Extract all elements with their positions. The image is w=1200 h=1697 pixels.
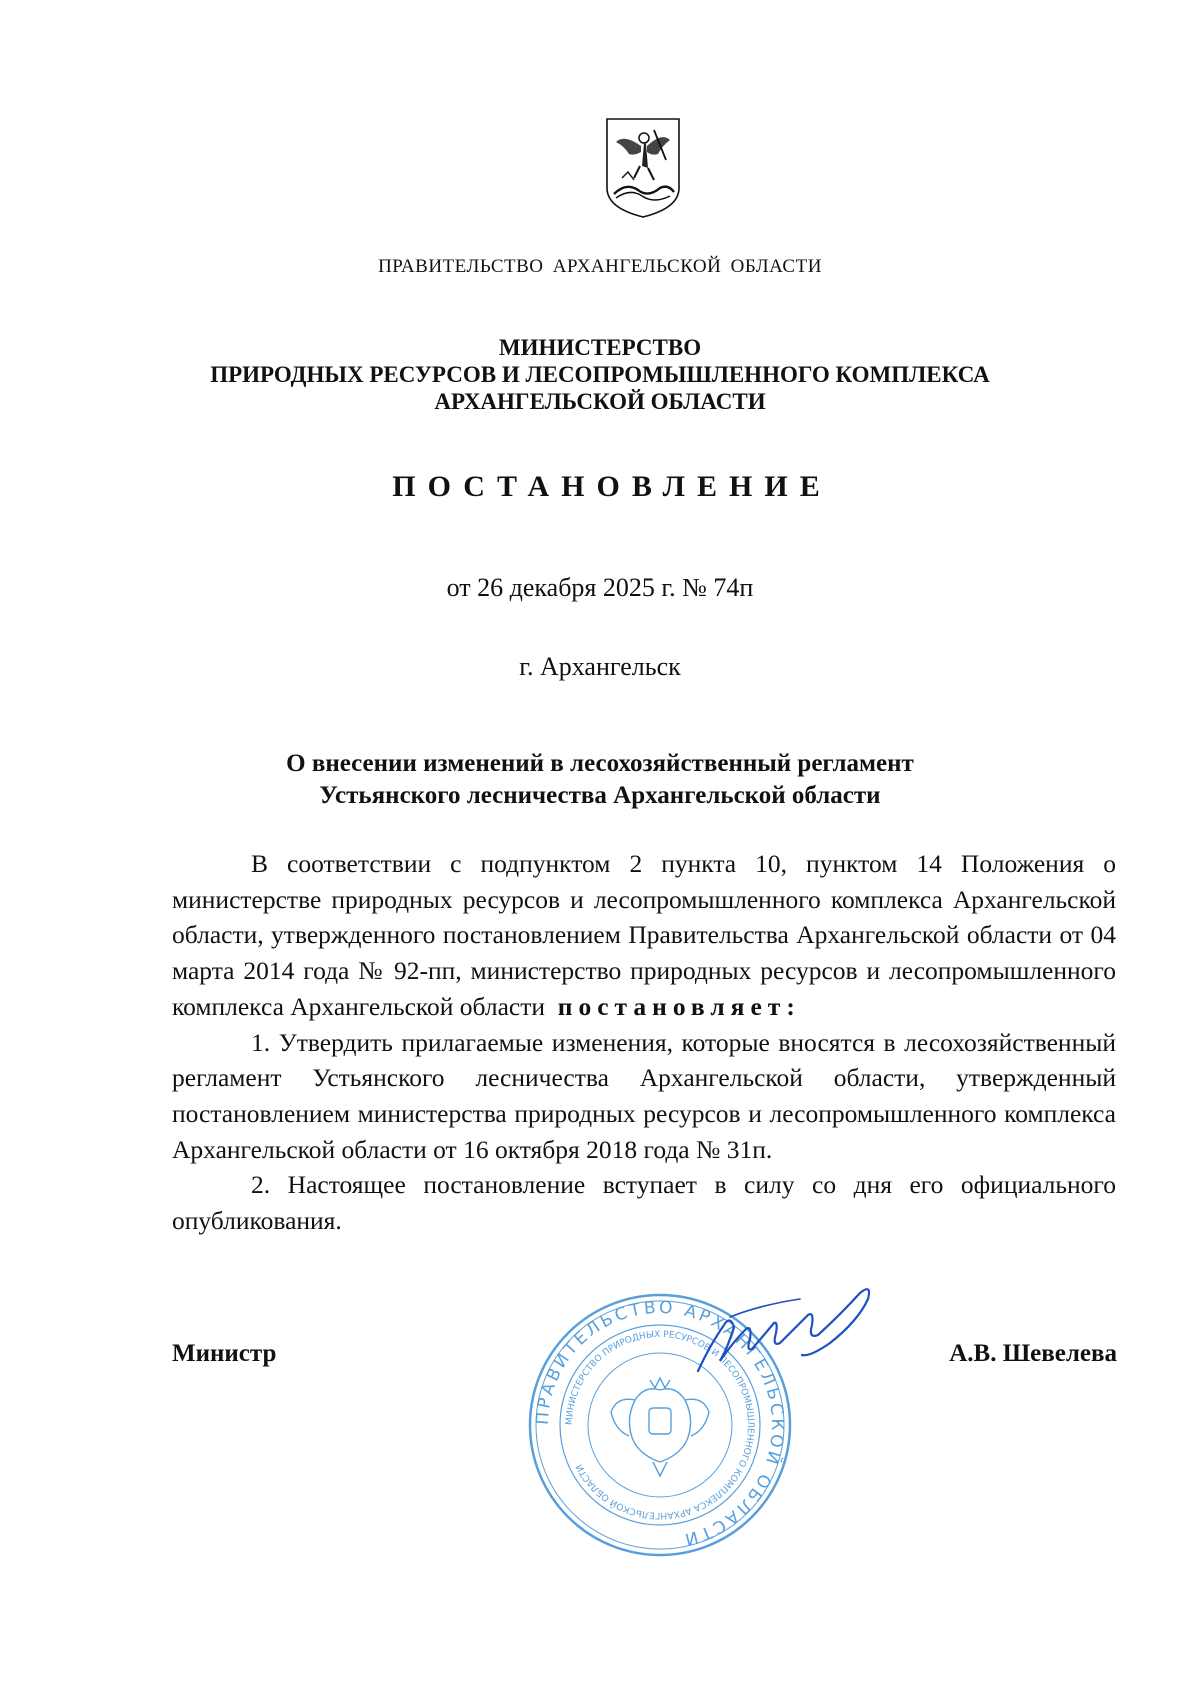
subject-line-2: Устьянского лесничества Архангельской области	[319, 782, 881, 809]
preamble-text: В соответствии с подпунктом 2 пункта 10, пунктом 14 Положения о министерстве природных ресурсов и лесопромышленного комплекса Архангельской области, утвержденного постановлением Правительства Архангельской области от 04 марта 2014 года № 92-пп, министерство природных ресурсов и лесопромышленного комплекса Архангельской области	[172, 849, 1116, 1021]
resolves-word: постановляет:	[557, 991, 801, 1021]
government-name: ПРАВИТЕЛЬСТВО АРХАНГЕЛЬСКОЙ ОБЛАСТИ	[378, 256, 822, 277]
item-1-paragraph: 1. Утвердить прилагаемые изменения, которые вносятся в лесохозяйственный регламент Устьянского лесничества Архангельской области, утвержденный постановлением министерства природных ресурсов и лесопромышленного комплекса Архангельской области от 16 октября 2018 года № 31п.	[172, 1027, 1116, 1164]
preamble-paragraph	[172, 846, 1116, 1025]
ministry-name	[0, 334, 1200, 415]
subject-line-1: О внесении изменений в лесохозяйственный регламент	[286, 750, 914, 777]
item-2-paragraph: 2. Настоящее постановление вступает в силу со дня его официального опубликования.	[172, 1170, 1116, 1236]
document-type: ПОСТАНОВЛЕНИЕ	[392, 470, 832, 503]
document-subject	[0, 748, 1200, 812]
coat-of-arms-icon	[604, 116, 682, 220]
document-date-number: от 26 декабря 2025 г. № 74п	[446, 573, 754, 602]
stamp-outer-text: ПРАВИТЕЛЬСТВО АРХАНГЕЛЬСКОЙ ОБЛАСТИ	[532, 1297, 788, 1550]
document-city: г. Архангельск	[519, 652, 681, 681]
stamp-inner-text: МИНИСТЕРСТВО ПРИРОДНЫХ РЕСУРСОВ И ЛЕСОПРОМЫШЛЕННОГО КОМПЛЕКСА АРХАНГЕЛЬСКОЙ ОБЛАСТИ	[564, 1329, 756, 1521]
ministry-line-1: МИНИСТЕРСТВО	[498, 335, 702, 360]
signatory-position: Министр	[172, 1340, 277, 1367]
document-body	[172, 846, 1116, 1239]
signatory-name: А.В. Шевелева	[949, 1340, 1117, 1367]
ministry-line-3: АРХАНГЕЛЬСКОЙ ОБЛАСТИ	[434, 389, 766, 414]
handwritten-signature	[690, 1285, 880, 1395]
ministry-line-2: ПРИРОДНЫХ РЕСУРСОВ И ЛЕСОПРОМЫШЛЕННОГО КОМПЛЕКСА	[210, 362, 990, 387]
